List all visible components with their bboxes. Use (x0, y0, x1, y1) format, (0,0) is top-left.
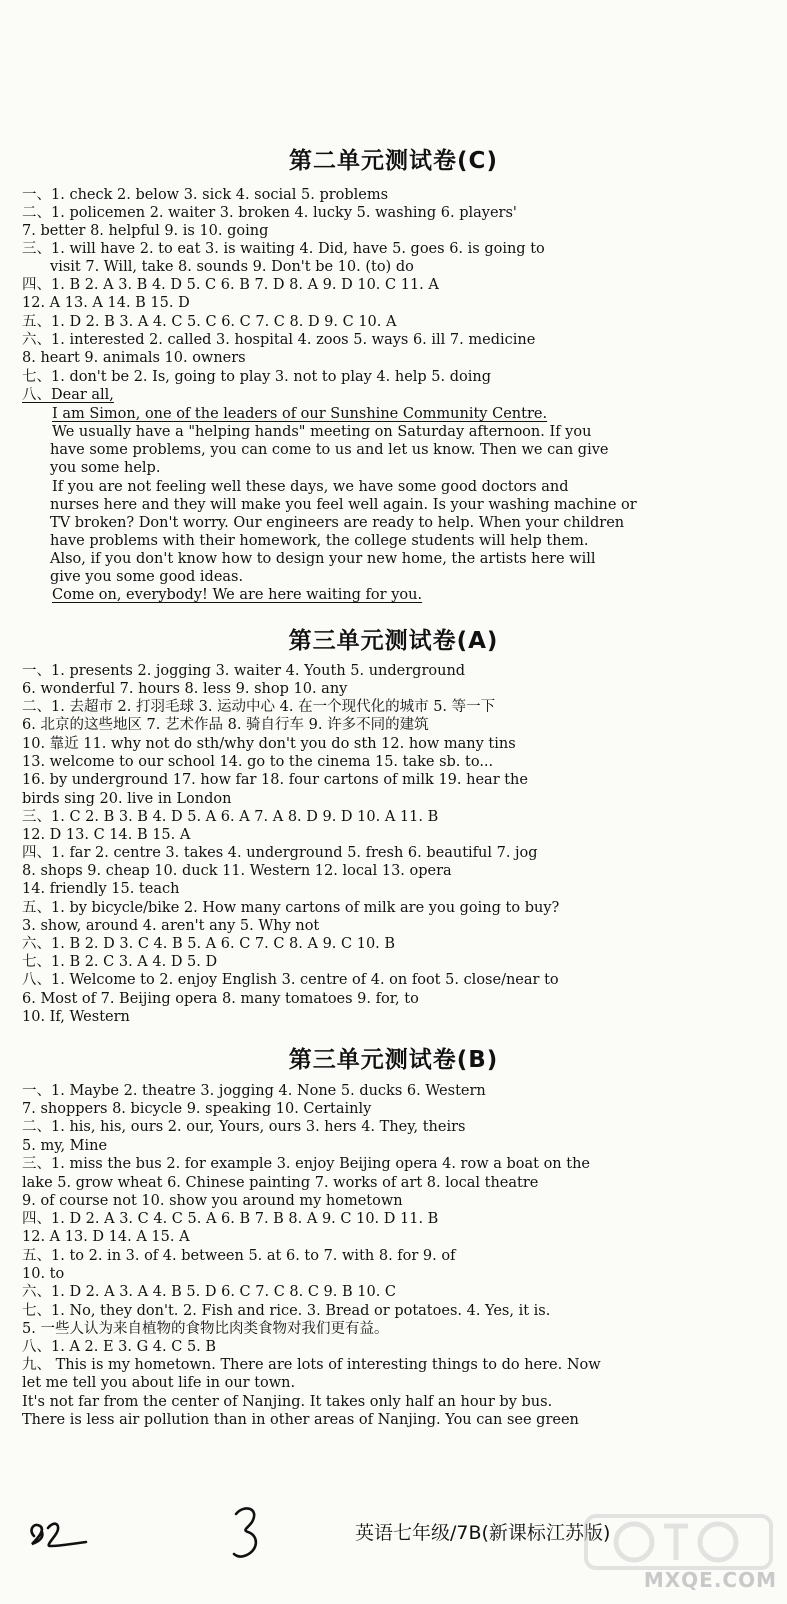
answer-line: 6. 北京的这些地区 7. 艺术作品 8. 骑自行车 9. 许多不同的建筑 (22, 717, 429, 733)
answer-line: 六、1. D 2. A 3. A 4. B 5. D 6. C 7. C 8. C 9. B 10. C (22, 1284, 397, 1300)
answer-line: 四、1. D 2. A 3. C 4. C 5. A 6. B 7. B 8. A 9. C 10. D 11. B (22, 1211, 439, 1227)
essay-line: you some help. (50, 460, 161, 476)
answer-line: 七、1. B 2. C 3. A 4. D 5. D (22, 954, 218, 970)
handwritten-page-mark (26, 1514, 96, 1554)
answer-line: 四、1. far 2. centre 3. takes 4. underground 5. fresh 6. beautiful 7. jog (22, 845, 538, 861)
answer-line: 三、1. miss the bus 2. for example 3. enjoy Beijing opera 4. row a boat on the (22, 1156, 590, 1172)
answer-line: 五、1. by bicycle/bike 2. How many cartons of milk are you going to buy? (22, 900, 560, 916)
answer-line: 12. A 13. A 14. B 15. D (22, 295, 190, 311)
essay-line: Also, if you don't know how to design your new home, the artists here will (50, 551, 596, 567)
answer-line: 二、1. his, his, ours 2. our, Yours, ours 3. hers 4. They, theirs (22, 1119, 466, 1135)
answer-line: 6. Most of 7. Beijing opera 8. many tomatoes 9. for, to (22, 991, 419, 1007)
essay-line: have some problems, you can come to us and let us know. Then we can give (50, 442, 609, 458)
essay-line: TV broken? Don't worry. Our engineers are ready to help. When your children (50, 515, 625, 531)
answer-line: 五、1. to 2. in 3. of 4. between 5. at 6. to 7. with 8. for 9. of (22, 1248, 456, 1264)
section-title-unit2c: 第二单元测试卷(C) (289, 148, 498, 174)
answer-line: 五、1. D 2. B 3. A 4. C 5. C 6. C 7. C 8. D 9. C 10. A (22, 314, 397, 330)
answer-line: 7. better 8. helpful 9. is 10. going (22, 223, 269, 239)
answer-line: 6. wonderful 7. hours 8. less 9. shop 10. any (22, 681, 348, 697)
answer-line: 七、1. don't be 2. Is, going to play 3. not to play 4. help 5. doing (22, 369, 492, 385)
book-label: 英语七年级/7B(新课标江苏版) (355, 1522, 611, 1544)
essay-line: have problems with their homework, the college students will help them. (50, 533, 589, 549)
answer-line: 5. 一些人认为来自植物的食物比肉类食物对我们更有益。 (22, 1321, 389, 1337)
answer-line: 一、1. Maybe 2. theatre 3. jogging 4. None 5. ducks 6. Western (22, 1083, 486, 1099)
answer-line: lake 5. grow wheat 6. Chinese painting 7. works of art 8. local theatre (22, 1175, 539, 1191)
essay-line: Come on, everybody! We are here waiting for you. (52, 587, 423, 603)
answer-line: 8. heart 9. animals 10. owners (22, 350, 246, 366)
answer-line: visit 7. Will, take 8. sounds 9. Don't be 10. (to) do (50, 259, 414, 275)
essay-line: give you some good ideas. (50, 569, 244, 585)
section-title-unit3a: 第三单元测试卷(A) (288, 628, 499, 654)
answer-line: 12. D 13. C 14. B 15. A (22, 827, 191, 843)
answer-line: 三、1. C 2. B 3. B 4. D 5. A 6. A 7. A 8. D 9. D 10. A 11. B (22, 809, 439, 825)
handwritten-digit (228, 1502, 268, 1562)
answer-line: 7. shoppers 8. bicycle 9. speaking 10. Certainly (22, 1101, 372, 1117)
answer-line: 14. friendly 15. teach (22, 881, 180, 897)
essay-line: If you are not feeling well these days, we have some good doctors and (52, 479, 569, 495)
watermark-text: MXQE.COM (643, 1568, 777, 1592)
section-title-unit3b: 第三单元测试卷(B) (288, 1047, 499, 1073)
answer-line: 12. A 13. D 14. A 15. A (22, 1229, 190, 1245)
answer-line: There is less air pollution than in other areas of Nanjing. You can see green (22, 1412, 579, 1428)
answer-line: 5. my, Mine (22, 1138, 108, 1154)
answer-line: 16. by underground 17. how far 18. four cartons of milk 19. hear the (22, 772, 528, 788)
answer-line: 七、1. No, they don't. 2. Fish and rice. 3. Bread or potatoes. 4. Yes, it is. (22, 1303, 551, 1319)
answer-line: 九、 This is my hometown. There are lots of interesting things to do here. Now (22, 1357, 601, 1373)
essay-line: I am Simon, one of the leaders of our Sunshine Community Centre. (52, 406, 548, 422)
essay-line: We usually have a "helping hands" meeting on Saturday afternoon. If you (52, 424, 592, 440)
answer-line: 六、1. interested 2. called 3. hospital 4. zoos 5. ways 6. ill 7. medicine (22, 332, 536, 348)
answer-line: let me tell you about life in our town. (22, 1375, 296, 1391)
answer-line: 10. to (22, 1266, 65, 1282)
answer-line: 八、1. Welcome to 2. enjoy English 3. centre of 4. on foot 5. close/near to (22, 972, 559, 988)
answer-line: 3. show, around 4. aren't any 5. Why not (22, 918, 320, 934)
answer-line: 六、1. B 2. D 3. C 4. B 5. A 6. C 7. C 8. A 9. C 10. B (22, 936, 396, 952)
answer-line: 9. of course not 10. show you around my hometown (22, 1193, 403, 1209)
answer-line: 二、1. 去超市 2. 打羽毛球 3. 运动中心 4. 在一个现代化的城市 5. 等一下 (22, 699, 496, 715)
answer-line: 一、1. check 2. below 3. sick 4. social 5. problems (22, 187, 389, 203)
answer-line: 8. shops 9. cheap 10. duck 11. Western 12. local 13. opera (22, 863, 452, 879)
essay-line: nurses here and they will make you feel well again. Is your washing machine or (50, 497, 637, 513)
answer-line: 10. 靠近 11. why not do sth/why don't you do sth 12. how many tins (22, 736, 516, 752)
answer-line: 四、1. B 2. A 3. B 4. D 5. C 6. B 7. D 8. A 9. D 10. C 11. A (22, 277, 439, 293)
answer-line: 三、1. will have 2. to eat 3. is waiting 4. Did, have 5. goes 6. is going to (22, 241, 545, 257)
answer-line: 13. welcome to our school 14. go to the cinema 15. take sb. to... (22, 754, 494, 770)
answer-line: birds sing 20. live in London (22, 791, 232, 807)
answer-line: 二、1. policemen 2. waiter 3. broken 4. lucky 5. washing 6. players' (22, 205, 517, 221)
answer-line: 八、Dear all, (22, 387, 114, 403)
answer-line: 八、1. A 2. E 3. G 4. C 5. B (22, 1339, 217, 1355)
answer-line: It's not far from the center of Nanjing. It takes only half an hour by bus. (22, 1394, 553, 1410)
answer-line: 一、1. presents 2. jogging 3. waiter 4. Youth 5. underground (22, 663, 466, 679)
answer-line: 10. If, Western (22, 1009, 130, 1025)
